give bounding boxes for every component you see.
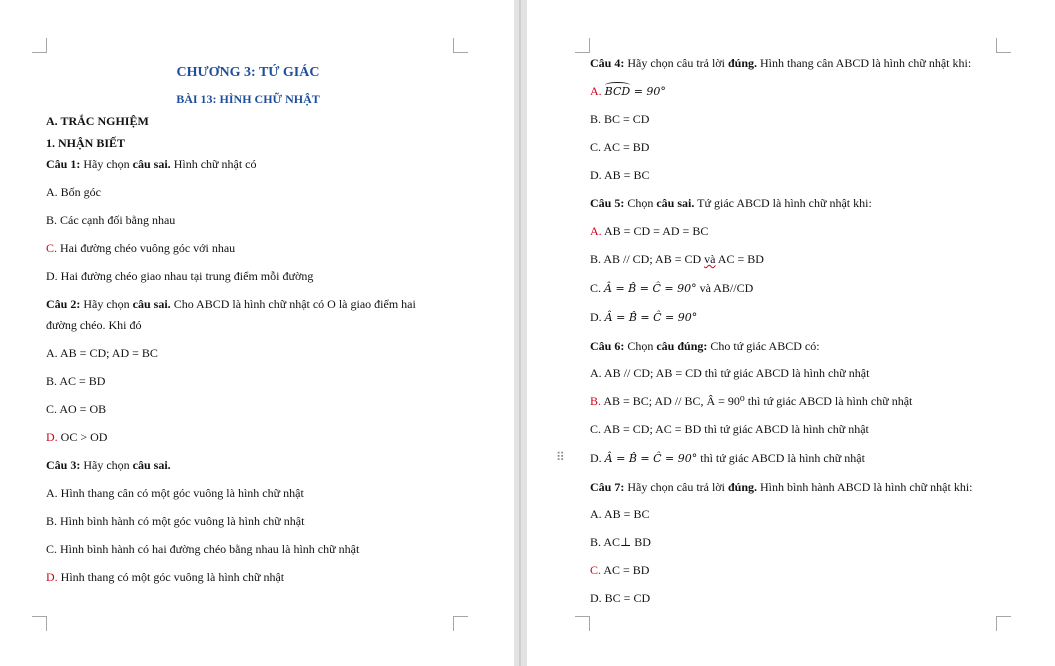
answer-option: D. Â = B̂ = Ĉ = 90° <box>590 310 698 324</box>
margin-corner-mark <box>453 616 468 631</box>
question-label: Câu 1: <box>46 157 81 171</box>
drag-handle-icon[interactable]: ⠿ <box>556 450 566 464</box>
question-6: Câu 6: Chọn câu đúng: Cho tứ giác ABCD có: <box>590 339 820 353</box>
question-label: Câu 6: <box>590 339 625 353</box>
answer-option: A. AB = CD; AD = BC <box>46 346 158 360</box>
answer-option-correct: D. Hình thang có một góc vuông là hình chữ nhật <box>46 570 285 584</box>
question-4: Câu 4: Hãy chọn câu trả lời đúng. Hình thang cân ABCD là hình chữ nhật khi: <box>590 56 972 70</box>
answer-option: D. BC = CD <box>590 591 651 605</box>
answer-option: B. BC = CD <box>590 112 650 126</box>
answer-option-correct: A. BCD = 90° <box>590 84 666 98</box>
margin-corner-mark <box>32 616 47 631</box>
section-heading: A. TRẮC NGHIỆM <box>46 114 149 128</box>
margin-corner-mark <box>996 38 1011 53</box>
answer-option: C. AC = BD <box>590 140 650 154</box>
document-page-left <box>0 0 514 666</box>
chapter-title: CHƯƠNG 3: TỨ GIÁC <box>176 65 320 80</box>
question-label: Câu 7: <box>590 480 625 494</box>
question-3: Câu 3: Hãy chọn câu sai. <box>46 458 171 472</box>
answer-option: B. AC⊥ BD <box>590 535 651 549</box>
question-label: Câu 5: <box>590 196 625 210</box>
answer-option: A. Bốn góc <box>46 185 101 199</box>
answer-option: B. Các cạnh đối bằng nhau <box>46 213 176 227</box>
answer-option: C. Â = B̂ = Ĉ = 90° và AB//CD <box>590 281 754 295</box>
answer-option: D. Â = B̂ = Ĉ = 90° thì tứ giác ABCD là hình chữ nhật <box>590 451 865 465</box>
answer-option-correct: B. AB = BC; AD // BC, Â = 90⁰ thì tứ giác ABCD là hình chữ nhật <box>590 394 913 408</box>
answer-option-correct: C. Hai đường chéo vuông góc với nhau <box>46 241 236 255</box>
answer-option: D. AB = BC <box>590 168 650 182</box>
angle-arc-notation: BCD <box>604 85 631 98</box>
answer-option: B. AB // CD; AB = CD và AC = BD <box>590 252 764 266</box>
answer-option-correct: A. AB = CD = AD = BC <box>590 224 709 238</box>
answer-option: C. AB = CD; AC = BD thì tứ giác ABCD là hình chữ nhật <box>590 422 869 436</box>
answer-option: C. AO = OB <box>46 402 107 416</box>
subsection-heading: 1. NHẬN BIẾT <box>46 136 126 150</box>
answer-option: B. Hình bình hành có một góc vuông là hình chữ nhật <box>46 514 305 528</box>
question-2-continued: đường chéo. Khi đó <box>46 318 142 332</box>
answer-option: C. Hình bình hành có hai đường chéo bằng nhau là hình chữ nhật <box>46 542 360 556</box>
answer-option: A. AB // CD; AB = CD thì tứ giác ABCD là hình chữ nhật <box>590 366 870 380</box>
question-label: Câu 2: <box>46 297 81 311</box>
margin-corner-mark <box>575 38 590 53</box>
answer-option: A. Hình thang cân có một góc vuông là hình chữ nhật <box>46 486 304 500</box>
answer-option: A. AB = BC <box>590 507 650 521</box>
document-page-right <box>527 0 1055 666</box>
page-separator <box>519 0 521 666</box>
margin-corner-mark <box>32 38 47 53</box>
question-label: Câu 4: <box>590 56 625 70</box>
margin-corner-mark <box>575 616 590 631</box>
answer-option-correct: D. OC > OD <box>46 430 108 444</box>
margin-corner-mark <box>996 616 1011 631</box>
spellcheck-underline: và <box>704 252 716 266</box>
question-2: Câu 2: Hãy chọn câu sai. Cho ABCD là hình chữ nhật có O là giao điểm hai <box>46 297 416 311</box>
question-1: Câu 1: Hãy chọn câu sai. Hình chữ nhật có <box>46 157 257 171</box>
lesson-title: BÀI 13: HÌNH CHỮ NHẬT <box>176 92 320 106</box>
question-label: Câu 3: <box>46 458 81 472</box>
answer-option-correct: C. AC = BD <box>590 563 650 577</box>
question-5: Câu 5: Chọn câu sai. Tứ giác ABCD là hình chữ nhật khi: <box>590 196 872 210</box>
question-7: Câu 7: Hãy chọn câu trả lời đúng. Hình bình hành ABCD là hình chữ nhật khi: <box>590 480 973 494</box>
answer-option: B. AC = BD <box>46 374 106 388</box>
margin-corner-mark <box>453 38 468 53</box>
answer-option: D. Hai đường chéo giao nhau tại trung điểm mỗi đường <box>46 269 314 283</box>
